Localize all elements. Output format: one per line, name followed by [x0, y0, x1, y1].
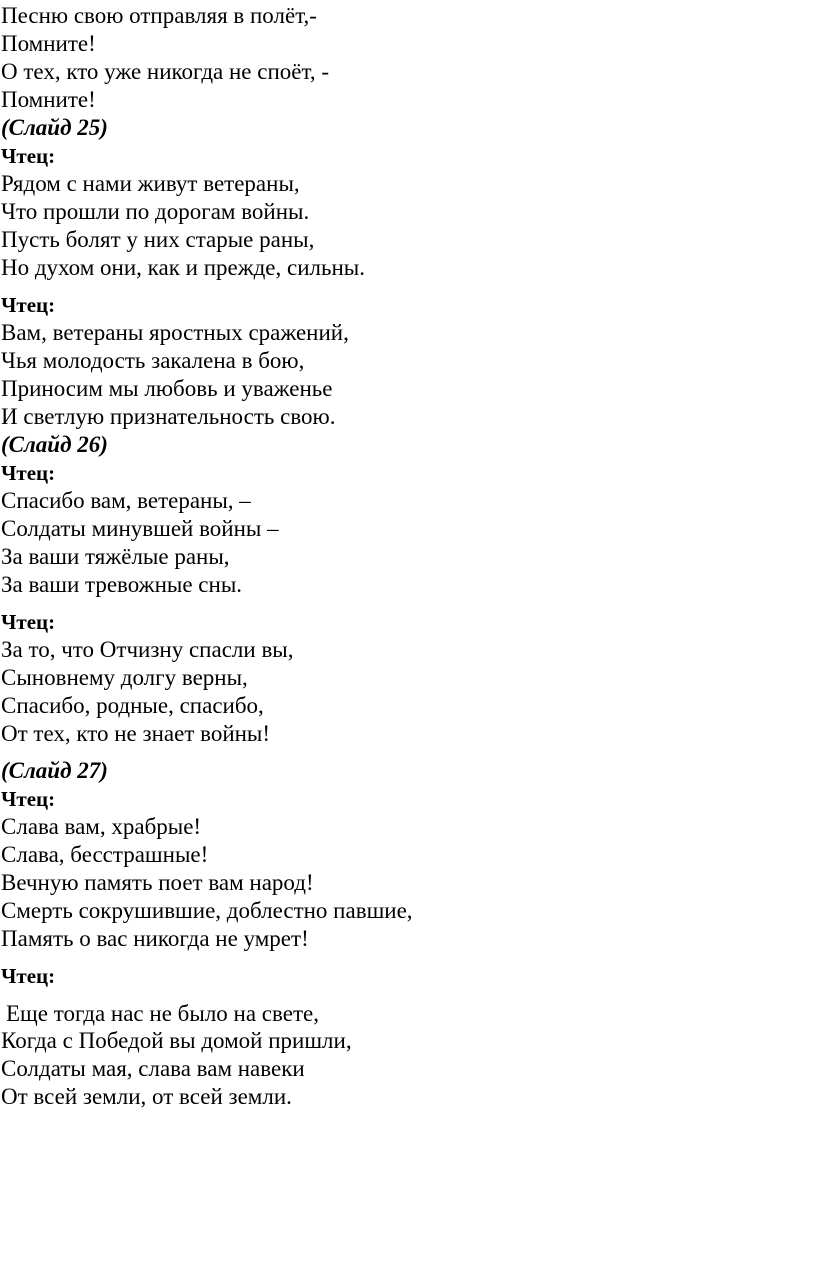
verse-line: Песню свою отправляя в полёт,-: [1, 3, 317, 28]
verse-line: За ваши тяжёлые раны,: [1, 544, 230, 569]
speaker-label: Чтец:: [1, 610, 56, 634]
verse-line: Солдаты мая, слава вам навеки: [1, 1056, 305, 1081]
verse-line: Память о вас никогда не умрет!: [1, 926, 309, 951]
speaker-label: Чтец:: [1, 787, 56, 811]
speaker-label: Чтец:: [1, 144, 56, 168]
verse-line: Приносим мы любовь и уваженье: [1, 376, 333, 401]
verse-line: Солдаты минувшей войны –: [1, 516, 279, 541]
verse-line: Спасибо, родные, спасибо,: [1, 693, 264, 718]
verse-line: Пусть болят у них старые раны,: [1, 227, 315, 252]
verse-line: Еще тогда нас не было на свете,: [6, 1001, 319, 1026]
verse-line: Чья молодость закалена в бою,: [1, 348, 305, 373]
verse-line: Слава, бесстрашные!: [1, 842, 209, 867]
verse-line: От тех, кто не знает войны!: [1, 721, 271, 746]
verse-line: И светлую признательность свою.: [1, 404, 336, 429]
verse-line: За ваши тревожные сны.: [1, 572, 243, 597]
verse-line: Но духом они, как и прежде, сильны.: [1, 255, 366, 280]
verse-line: Вам, ветераны яростных сражений,: [1, 320, 349, 345]
verse-line: Сыновнему долгу верны,: [1, 665, 248, 690]
speaker-label: Чтец:: [1, 461, 56, 485]
verse-line: Помните!: [1, 87, 96, 112]
slide-marker: (Слайд 27): [1, 758, 108, 783]
verse-line: Смерть сокрушившие, доблестно павшие,: [1, 898, 413, 923]
verse-line: Вечную память поет вам народ!: [1, 870, 314, 895]
verse-line: Спасибо вам, ветераны, –: [1, 488, 251, 513]
verse-line: От всей земли, от всей земли.: [1, 1084, 292, 1109]
verse-line: За то, что Отчизну спасли вы,: [1, 637, 294, 662]
speaker-label: Чтец:: [1, 964, 56, 988]
slide-marker: (Слайд 25): [1, 115, 108, 140]
speaker-label: Чтец:: [1, 293, 56, 317]
verse-line: Что прошли по дорогам войны.: [1, 199, 310, 224]
verse-line: Когда с Победой вы домой пришли,: [1, 1028, 352, 1053]
verse-line: Слава вам, храбрые!: [1, 814, 202, 839]
verse-line: О тех, кто уже никогда не споёт, -: [1, 59, 329, 84]
verse-line: Помните!: [1, 31, 96, 56]
slide-marker: (Слайд 26): [1, 432, 108, 457]
verse-line: Рядом с нами живут ветераны,: [1, 171, 300, 196]
